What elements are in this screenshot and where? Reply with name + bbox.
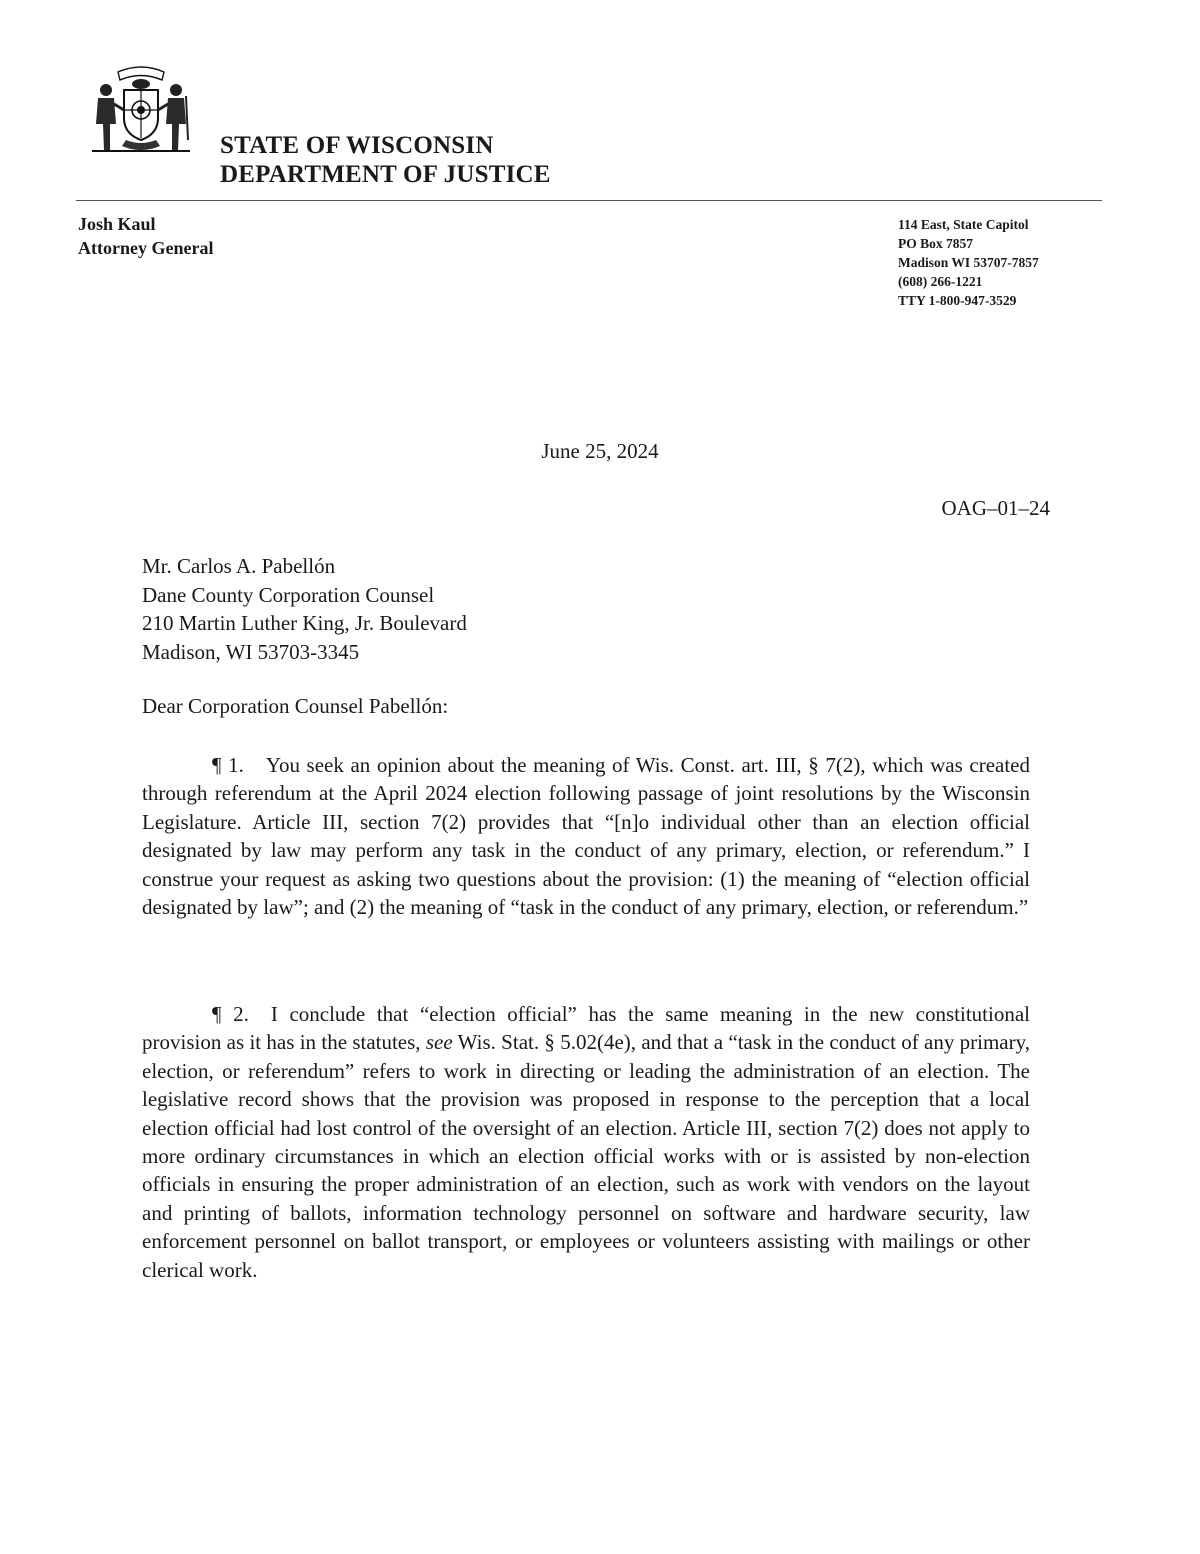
address-phone: (608) 266-1221 [898, 274, 983, 289]
recipient-block [142, 552, 467, 666]
department-name: DEPARTMENT OF JUSTICE [220, 161, 551, 188]
address-line-3: Madison WI 53707-7857 [898, 255, 1039, 270]
address-tty: TTY 1-800-947-3529 [898, 293, 1017, 308]
letter-date: June 25, 2024 [541, 439, 659, 463]
recipient-street: 210 Martin Luther King, Jr. Boulevard [142, 611, 467, 635]
paragraph-number: ¶ 1. [212, 753, 244, 777]
paragraph-number: ¶ 2. [212, 1002, 249, 1026]
state-name: STATE OF WISCONSIN [220, 132, 494, 159]
recipient-city: Madison, WI 53703-3345 [142, 639, 360, 664]
recipient-title: Dane County Corporation Counsel [142, 582, 435, 607]
paragraph-text-after-see: Wis. Stat. § 5.02(4e), and that a “task in the conduct of any primary, election, or referendum” refers to work in directing or leading the administration of an election. The legislative record shows that the provision was proposed in response to the perception that a local election official had lost control of the oversight of an election. Article III, section 7(2) does not apply to more ordinary circumstances in which an election official works with or is assisted by non-election officials in ensuring the proper administration of an election, such as work with vendors on the layout and printing of ballots, information technology personnel on software and hardware security, law enforcement personnel on ballot transport, or employees or volunteers assisting with mailings or other clerical work. [142, 1030, 1031, 1282]
see-signal: see [425, 1030, 453, 1055]
paragraph-1 [142, 751, 1030, 921]
office-address [898, 215, 1039, 310]
paragraph-text: You seek an opinion about the meaning of Wis. Const. art. III, § 7(2), which was created through referendum at the April 2024 election following passage of joint resolutions by the Wisconsin Legislature. Article III, section 7(2) provides that “[n]o individual other than an election official designated by law may perform any task in the conduct of any primary, election, or referendum.” I construe your request as asking two questions about the provision: (1) the meaning of “election official designated by law”; and (2) the meaning of “task in the conduct of any primary, election, or referendum.” [142, 753, 1031, 920]
salutation: Dear Corporation Counsel Pabellón: [142, 694, 449, 718]
official-name: Josh Kaul [78, 214, 156, 234]
attorney-general-block [78, 212, 213, 260]
address-line-2: PO Box 7857 [898, 236, 974, 251]
paragraph-text-before-see: I conclude that “election official” has the same meaning in the new constitutional provision as it has in the statutes, [142, 1002, 1030, 1055]
paragraph-2 [142, 1000, 1030, 1284]
department-heading [220, 131, 551, 189]
opinion-reference: OAG–01–24 [941, 496, 1050, 520]
recipient-name: Mr. Carlos A. Pabellón [142, 554, 336, 578]
state-seal-icon [88, 60, 194, 156]
header-divider [76, 200, 1102, 201]
official-title: Attorney General [78, 238, 214, 258]
address-line-1: 114 East, State Capitol [898, 217, 1029, 232]
